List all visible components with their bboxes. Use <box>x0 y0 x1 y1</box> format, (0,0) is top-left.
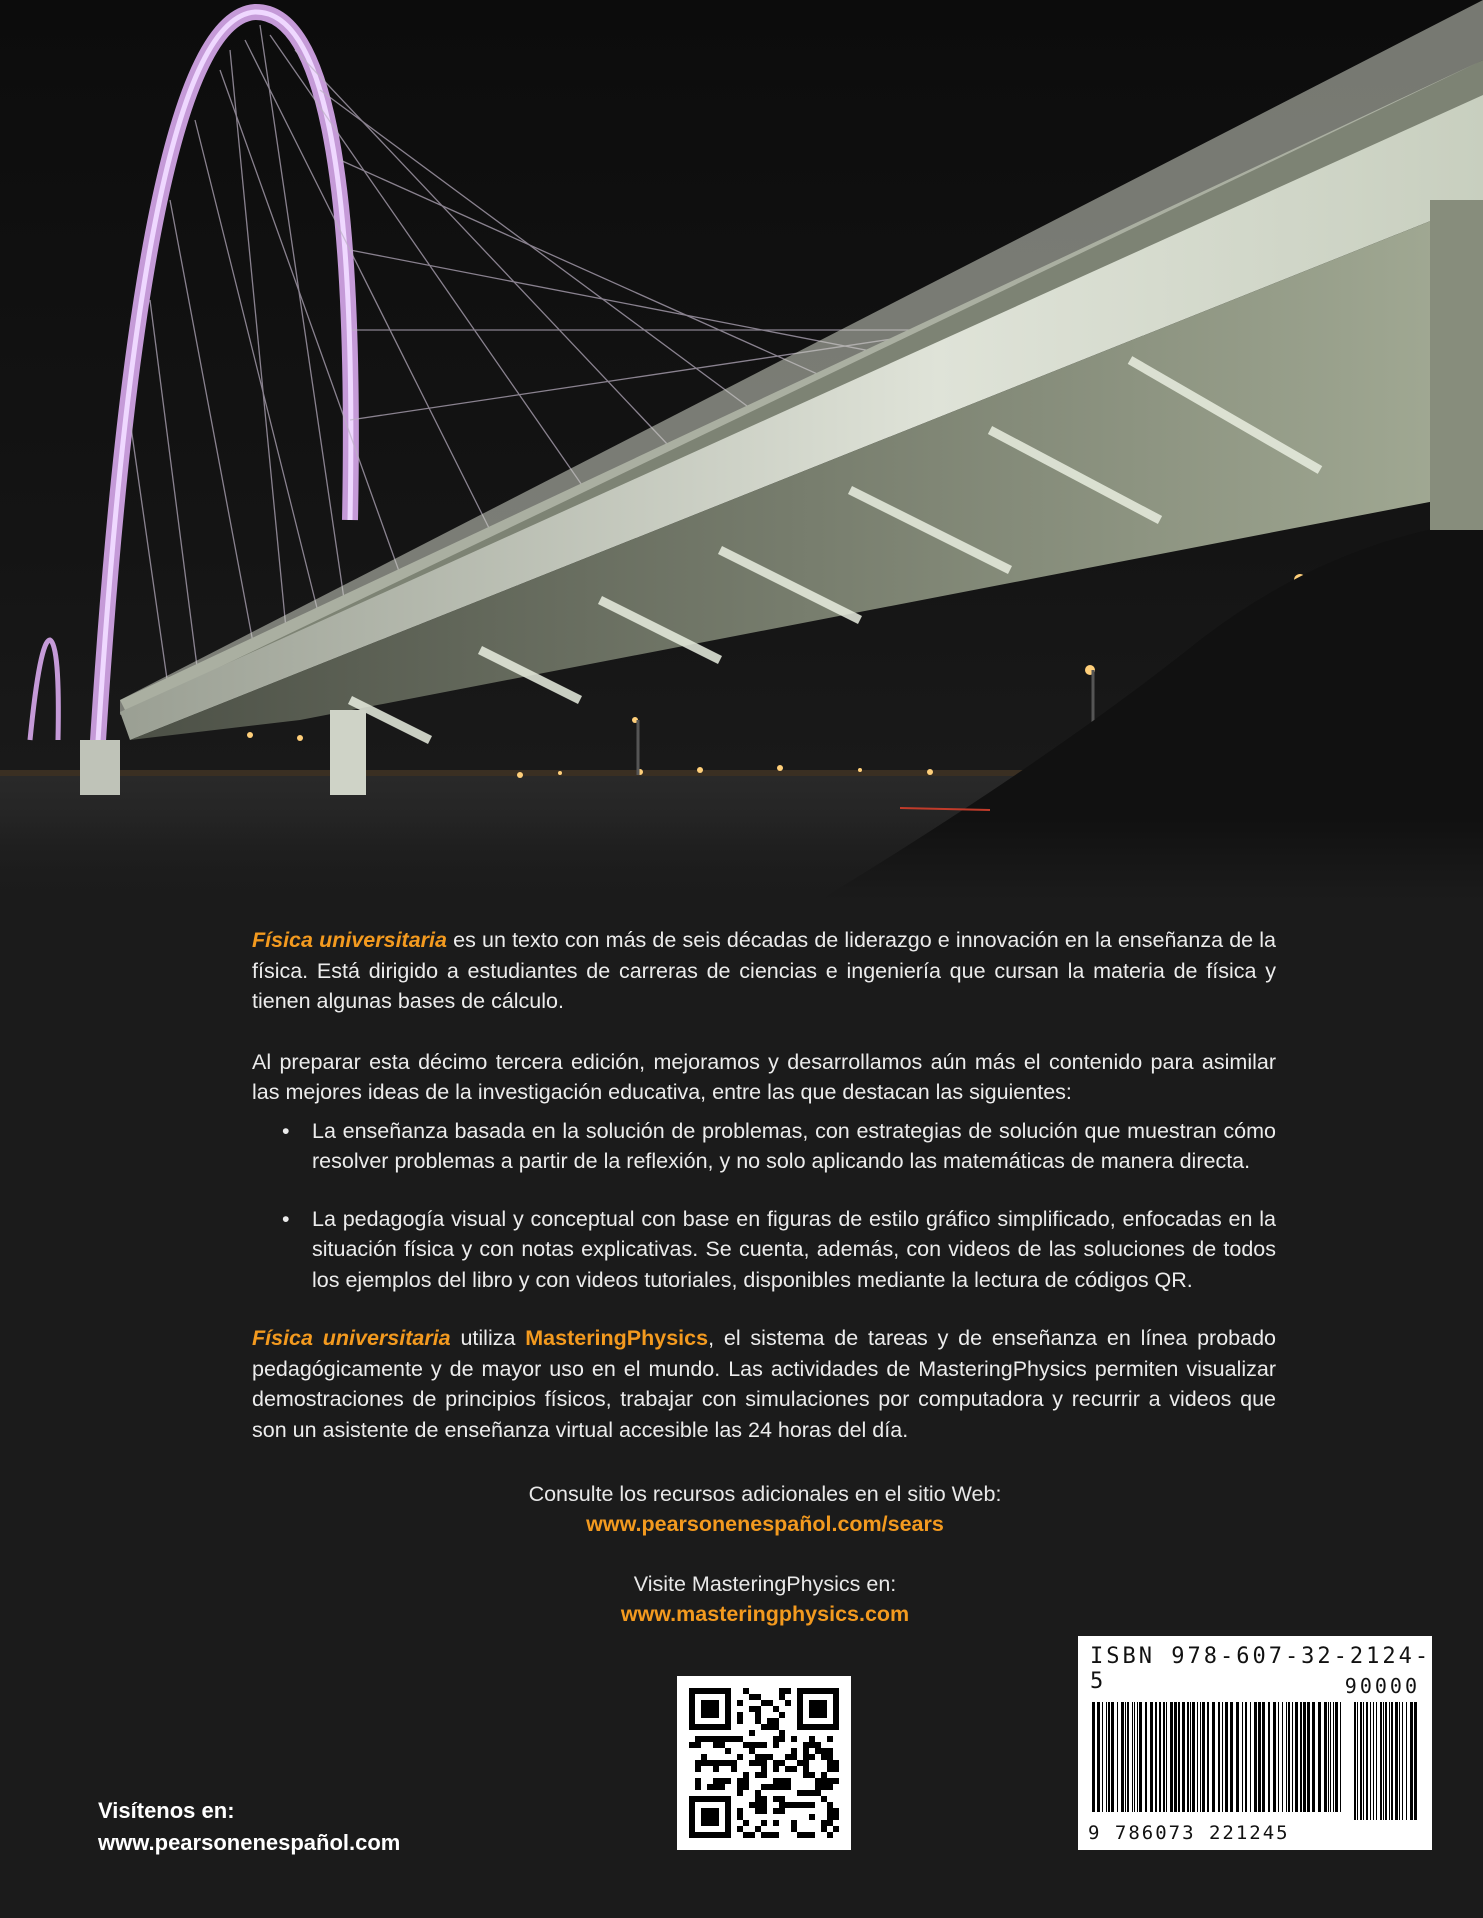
mastering-brand: MasteringPhysics <box>525 1326 709 1350</box>
book-title-emphasis: Física universitaria <box>252 928 447 952</box>
edition-paragraph: Al preparar esta décimo tercera edición, mejoramos y desarrollamos aún más el contenido para asimilar las mejores ideas de la investigación educativa, entre las que destacan las siguientes: <box>252 1049 1276 1104</box>
intro-paragraph <box>252 925 1276 1017</box>
barcode-digits: 9 786073 221245 <box>1088 1822 1290 1844</box>
qr-code-graphic <box>677 1676 851 1850</box>
mastering-text-a: utiliza <box>450 1326 526 1350</box>
price-code: 90000 <box>1344 1674 1420 1698</box>
footer-url[interactable]: www.pearsonenespañol.com <box>98 1830 401 1855</box>
footer-label: Visítenos en: <box>98 1798 235 1823</box>
mastering-site-block <box>400 1569 1130 1629</box>
mastering-site-label: Visite MasteringPhysics en: <box>633 1572 897 1596</box>
resources-block <box>400 1479 1130 1539</box>
intro-text: es un texto con más de seis décadas de liderazgo e innovación en la enseñanza de la física. Está dirigido a estudiantes de carreras de ciencias e ingeniería que cursan la materia de física y tienen algunas bases de cálculo. <box>252 928 1276 1013</box>
isbn-label: ISBN 978-607-32-2124-5 <box>1090 1644 1432 1694</box>
list-item: • La pedagogía visual y conceptual con base en figuras de estilo gráfico simplificado, enfocadas en la situación física y con notas explicativas. Se cuenta, además, con videos de las soluciones de todos los ejemplos del libro y con videos tutoriales, disponibles mediante la lectura de códigos QR. <box>282 1204 1276 1296</box>
resources-url[interactable]: www.pearsonenespañol.com/sears <box>586 1512 944 1536</box>
qr-code <box>677 1676 851 1850</box>
list-item: • La enseñanza basada en la solución de problemas, con estrategias de solución que muestran cómo resolver problemas a partir de la reflexión, y no solo aplicando las matemáticas de manera directa. <box>282 1116 1276 1177</box>
publisher-footer <box>98 1795 400 1859</box>
description-text <box>252 925 1276 1445</box>
barcode-bars <box>1092 1702 1418 1820</box>
isbn-barcode <box>1078 1636 1432 1850</box>
cover-photo <box>0 0 1483 900</box>
mastering-text-b: , el sistema de tareas y de enseñanza en línea probado pedagógicamente y de mayor uso en el mundo. Las actividades de MasteringPhysics permiten visualizar demostraciones de principios físicos, trabajar con simulaciones por computadora y recurrir a videos que son un asistente de enseñanza virtual accesible las 24 horas del día. <box>252 1326 1276 1442</box>
mastering-paragraph <box>252 1323 1276 1445</box>
mastering-site-url[interactable]: www.masteringphysics.com <box>620 1602 910 1626</box>
resources-label: Consulte los recursos adicionales en el sitio Web: <box>528 1482 1002 1506</box>
feature-list <box>252 1116 1276 1296</box>
book-title-emphasis: Física universitaria <box>252 1326 451 1350</box>
